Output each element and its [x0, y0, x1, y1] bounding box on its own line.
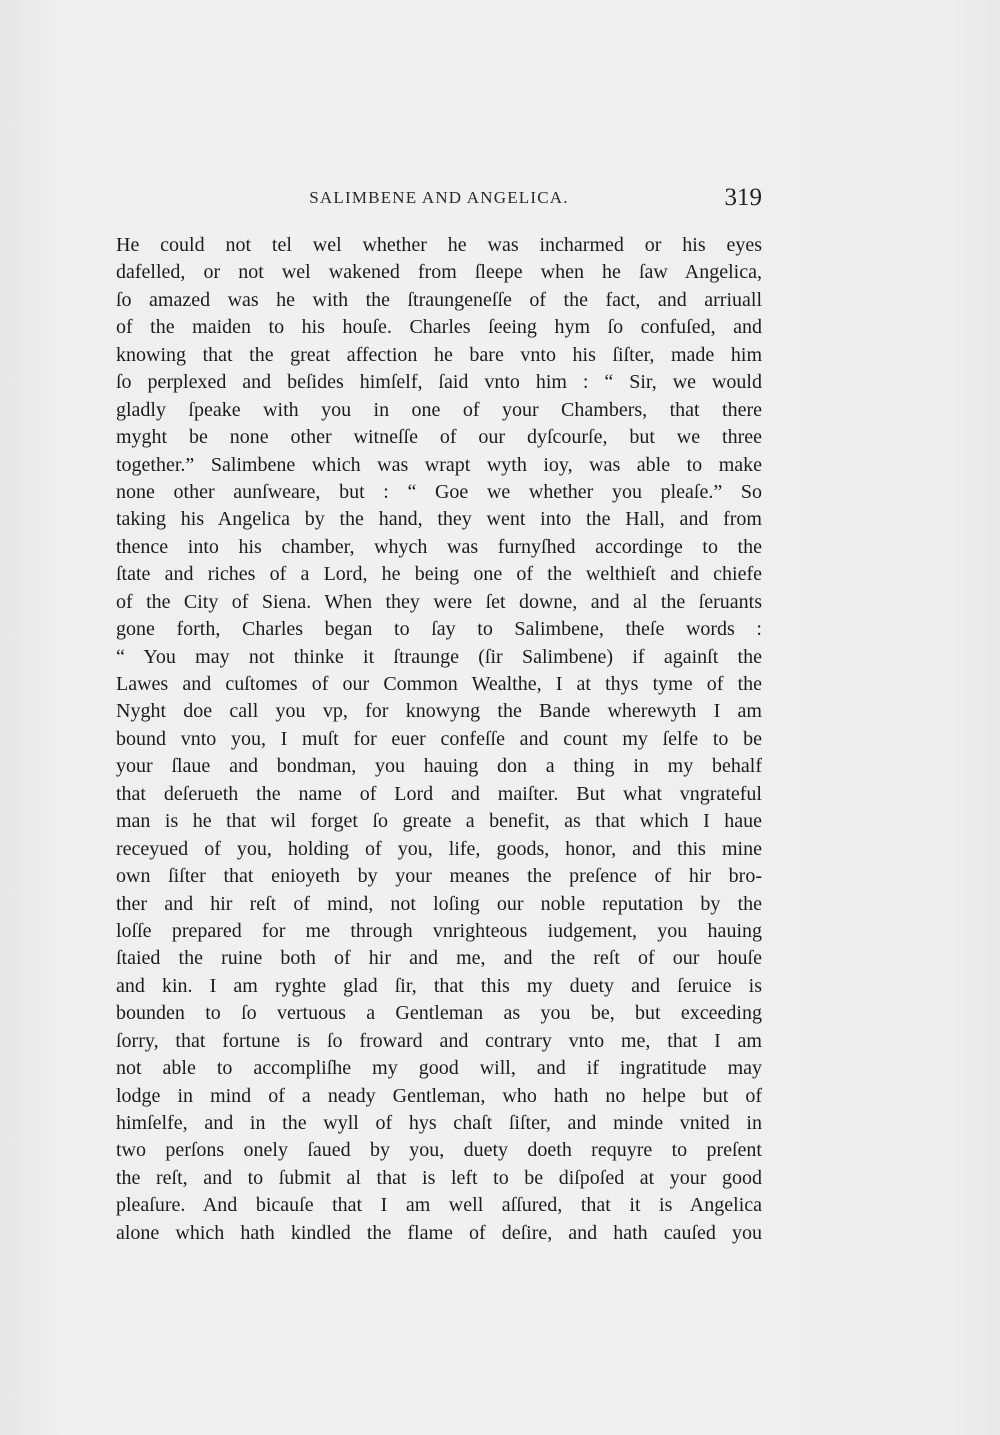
text-line: ſtate and riches of a Lord, he being one of the welthieſt and chiefe	[116, 563, 762, 586]
text-line: of the maiden to his houſe. Charles ſeeing hym ſo confuſed, and	[116, 316, 762, 339]
text-line: ſorry, that fortune is ſo froward and contrary vnto me, that I am	[116, 1029, 762, 1052]
text-line: and kin. I am ryghte glad ſir, that this my duety and ſeruice is	[116, 974, 762, 997]
text-line: ſo perplexed and beſides himſelf, ſaid vnto him : “ Sir, we would	[116, 371, 762, 394]
text-line: the reſt, and to ſubmit al that is left to be diſpoſed at your good	[116, 1166, 762, 1189]
text-line: ſtaied the ruine both of hir and me, and the reſt of our houſe	[116, 947, 762, 970]
text-line: pleaſure. And bicauſe that I am well aſſured, that it is Angelica	[116, 1194, 762, 1217]
text-line: together.” Salimbene which was wrapt wyth ioy, was able to make	[116, 453, 762, 476]
text-line: ther and hir reſt of mind, not loſing our noble reputation by the	[116, 892, 762, 915]
text-line: bounden to ſo vertuous a Gentleman as you be, but exceeding	[116, 1002, 762, 1025]
text-line: Lawes and cuſtomes of our Common Wealthe, I at thys tyme of the	[116, 673, 762, 695]
text-line: gladly ſpeake with you in one of your Chambers, that there	[116, 398, 762, 421]
text-line: thence into his chamber, whych was furnyſhed accordinge to the	[116, 535, 762, 558]
text-line: gone forth, Charles began to ſay to Salimbene, theſe words :	[116, 618, 762, 641]
text-line: own ſiſter that enioyeth by your meanes the preſence of hir bro-	[116, 865, 762, 888]
text-line: taking his Angelica by the hand, they went into the Hall, and from	[116, 508, 762, 531]
text-line: ſo amazed was he with the ſtraungeneſſe of the fact, and arriuall	[116, 288, 762, 311]
text-line: receyued of you, holding of you, life, goods, honor, and this mine	[116, 837, 762, 860]
text-line: of the City of Siena. When they were ſet downe, and al the ſeruants	[116, 590, 762, 613]
text-line: alone which hath kindled the flame of deſire, and hath cauſed you	[116, 1221, 762, 1244]
text-line: that deſerueth the name of Lord and maiſter. But what vngrateful	[116, 782, 762, 805]
text-line: himſelfe, and in the wyll of hys chaſt ſiſter, and minde vnited in	[116, 1112, 762, 1134]
body-text	[116, 232, 762, 1247]
text-line: Nyght doe call you vp, for knowyng the Bande wherewyth I am	[116, 700, 762, 723]
text-line: myght be none other witneſſe of our dyſcourſe, but we three	[116, 426, 762, 449]
text-line: “ You may not thinke it ſtraunge (ſir Salimbene) if againſt the	[116, 645, 762, 668]
text-line: not able to accompliſhe my good will, and if ingratitude may	[116, 1057, 762, 1080]
text-line: loſſe prepared for me through vnrighteous iudgement, you hauing	[116, 919, 762, 942]
text-line: bound vnto you, I muſt for euer confeſſe and count my ſelfe to be	[116, 727, 762, 750]
text-line: He could not tel wel whether he was incharmed or his eyes	[116, 234, 762, 256]
page-number: 319	[724, 184, 762, 211]
running-head	[116, 184, 762, 214]
text-line: knowing that the great affection he bare vnto his ſiſter, made him	[116, 343, 762, 366]
text-line: lodge in mind of a neady Gentleman, who hath no helpe but of	[116, 1084, 762, 1107]
text-line: man is he that wil forget ſo greate a benefit, as that which I haue	[116, 810, 762, 833]
text-line: two perſons onely ſaued by you, duety doeth requyre to preſent	[116, 1139, 762, 1162]
text-line: your ſlaue and bondman, you hauing don a thing in my behalf	[116, 755, 762, 778]
text-line: none other aunſweare, but : “ Goe we whether you pleaſe.” So	[116, 480, 762, 503]
running-title: SALIMBENE AND ANGELICA.	[309, 188, 569, 207]
text-line: dafelled, or not wel wakened from ſleepe when he ſaw Angelica,	[116, 261, 762, 284]
